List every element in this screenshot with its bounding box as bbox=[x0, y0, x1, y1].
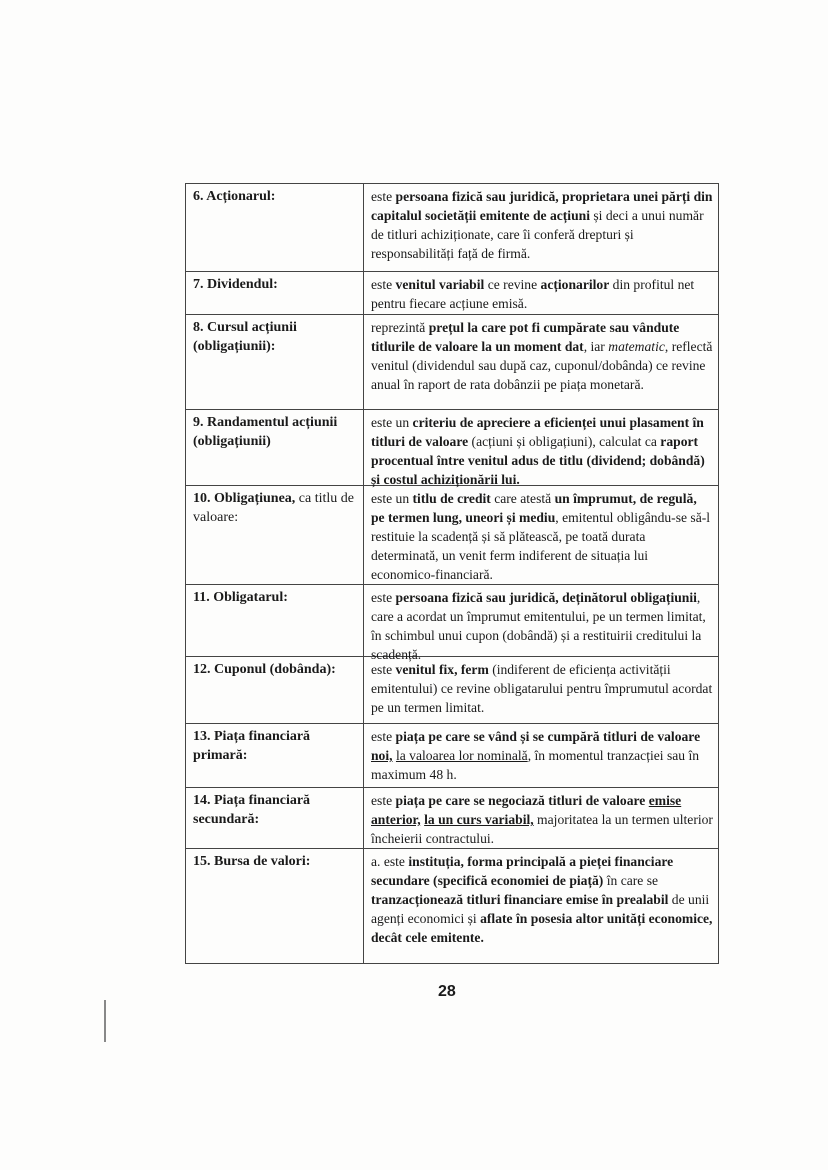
text-segment: tranzacționează titluri financiare emise în prealabil bbox=[371, 892, 669, 907]
text-segment: la valoarea lor nominală bbox=[395, 748, 528, 763]
text-segment: (acțiuni și obligațiuni), calculat ca bbox=[468, 434, 661, 449]
text-segment: instituția, forma principală a pieței financiare secundare (specifică economiei de piață) bbox=[371, 854, 674, 888]
text-segment: noi, bbox=[371, 748, 393, 763]
table-row bbox=[186, 486, 718, 585]
term-cell bbox=[186, 849, 364, 963]
term-cell bbox=[186, 585, 364, 656]
term-cell bbox=[186, 184, 364, 271]
text-segment: , care a acordat un împrumut emitentului, pe un termen limitat, în schimbul unui cupon (dobândă) și a restituirii creditului la scadență. bbox=[371, 590, 706, 662]
term-cell bbox=[186, 410, 364, 485]
text-segment: este bbox=[371, 662, 396, 677]
text-segment: majoritatea la un termen ulterior încheierii contractului. bbox=[371, 812, 713, 846]
definition-cell bbox=[364, 788, 718, 848]
text-segment: în care se bbox=[603, 873, 659, 888]
definition-cell bbox=[364, 315, 718, 409]
text-segment: este bbox=[371, 729, 396, 744]
table-row bbox=[186, 272, 718, 315]
text-segment: piața pe care se negociază titluri de valoare bbox=[395, 793, 649, 808]
text-segment: ca titlu de valoare: bbox=[193, 491, 354, 525]
text-segment: ce revine bbox=[484, 277, 541, 292]
term-cell bbox=[186, 272, 364, 314]
text-segment: titlu de credit bbox=[412, 491, 491, 506]
text-segment: 14. Piața financiară secundară: bbox=[193, 793, 311, 827]
term-cell bbox=[186, 486, 364, 584]
text-segment: 13. Piața financiară primară: bbox=[193, 729, 311, 763]
text-segment: este bbox=[371, 189, 396, 204]
text-segment: un împrumut, de regulă, pe termen lung, uneori și mediu bbox=[371, 491, 697, 525]
text-segment: este un bbox=[371, 491, 413, 506]
term-cell bbox=[186, 657, 364, 723]
text-segment: 7. Dividendul: bbox=[193, 277, 278, 292]
text-segment: acționarilor bbox=[540, 277, 610, 292]
text-segment: 8. Cursul acțiunii (obligațiunii): bbox=[193, 320, 297, 354]
definition-cell bbox=[364, 272, 718, 314]
text-segment: 6. Acționarul: bbox=[193, 189, 276, 204]
table-row bbox=[186, 657, 718, 724]
text-segment: este bbox=[371, 277, 396, 292]
definition-cell bbox=[364, 184, 718, 271]
text-segment: criteriu de apreciere a eficienței unui plasament în titluri de valoare bbox=[371, 415, 704, 449]
table-row bbox=[186, 315, 718, 410]
text-segment: din profitul net pentru fiecare acțiune emisă. bbox=[371, 277, 695, 311]
text-segment: persoana fizică sau juridică, deținătorul obligațiunii bbox=[395, 590, 697, 605]
text-segment: , reflectă venitul (dividendul sau după caz, cuponul/dobânda) ce revine anual în raport de rata dobânzii pe piața monetară. bbox=[371, 339, 713, 392]
text-segment: matematic bbox=[608, 339, 665, 354]
term-cell bbox=[186, 788, 364, 848]
text-segment: piața pe care se vând și se cumpără titluri de valoare bbox=[395, 729, 701, 744]
table-row bbox=[186, 788, 718, 849]
table-row bbox=[186, 585, 718, 662]
text-segment: și deci a unui număr de titluri achiziționate, care îi conferă drepturi și responsabilități față de firmă. bbox=[371, 208, 704, 261]
table-row bbox=[186, 724, 718, 788]
definitions-table bbox=[185, 183, 719, 964]
text-segment: , iar bbox=[583, 339, 609, 354]
text-segment: raport procentual între venitul adus de titlu (dividend; dobândă) și costul achiziționării lui. bbox=[371, 434, 705, 487]
text-segment: venitul variabil bbox=[395, 277, 485, 292]
text-segment: a. este bbox=[371, 854, 409, 869]
definition-cell bbox=[364, 849, 718, 963]
term-cell bbox=[186, 315, 364, 409]
text-segment: (indiferent de eficiența activității emitentului) ce revine obligatarului pentru împrumutul acordat pe un termen limitat. bbox=[371, 662, 713, 715]
term-cell bbox=[186, 724, 364, 787]
text-segment: , emitentul obligându-se să-l restituie la scadență și să plătească, pe toată durata determinată, un venit ferm indiferent de situația lui economico-financiară. bbox=[371, 510, 711, 582]
text-segment: 11. Obligatarul: bbox=[193, 590, 288, 605]
text-segment: prețul la care pot fi cumpărate sau vândute titlurile de valoare la un moment dat bbox=[371, 320, 680, 354]
definition-cell bbox=[364, 486, 718, 584]
text-segment: este un bbox=[371, 415, 413, 430]
definition-cell bbox=[364, 585, 718, 662]
text-segment: persoana fizică sau juridică, proprietara unei părți din capitalul societății emitente de acțiuni bbox=[371, 189, 713, 223]
text-segment: este bbox=[371, 590, 396, 605]
text-segment: 9. Randamentul acțiunii (obligațiunii) bbox=[193, 415, 338, 449]
text-segment: la un curs variabil, bbox=[424, 812, 534, 827]
text-segment: aflate în posesia altor unități economice, decât cele emitente. bbox=[371, 911, 713, 945]
scan-artifact bbox=[104, 1000, 106, 1042]
text-segment: 10. Obligațiunea, bbox=[193, 491, 296, 506]
table-row bbox=[186, 849, 718, 963]
table-row bbox=[186, 410, 718, 486]
text-segment: reprezintă bbox=[371, 320, 429, 335]
definition-cell bbox=[364, 657, 718, 723]
text-segment: care atestă bbox=[490, 491, 555, 506]
text-segment: de unii agenți economici și bbox=[371, 892, 710, 926]
text-segment: venitul fix, ferm bbox=[395, 662, 489, 677]
text-segment: 12. Cuponul (dobânda): bbox=[193, 662, 336, 677]
definition-cell bbox=[364, 410, 718, 485]
table-row bbox=[186, 184, 718, 272]
definition-cell bbox=[364, 724, 718, 787]
text-segment: este bbox=[371, 793, 396, 808]
text-segment: emise anterior, bbox=[371, 793, 682, 827]
text-segment: , în momentul tranzacției sau în maximum 48 h. bbox=[371, 748, 700, 782]
page-number: 28 bbox=[438, 983, 456, 1000]
text-segment: 15. Bursa de valori: bbox=[193, 854, 311, 869]
